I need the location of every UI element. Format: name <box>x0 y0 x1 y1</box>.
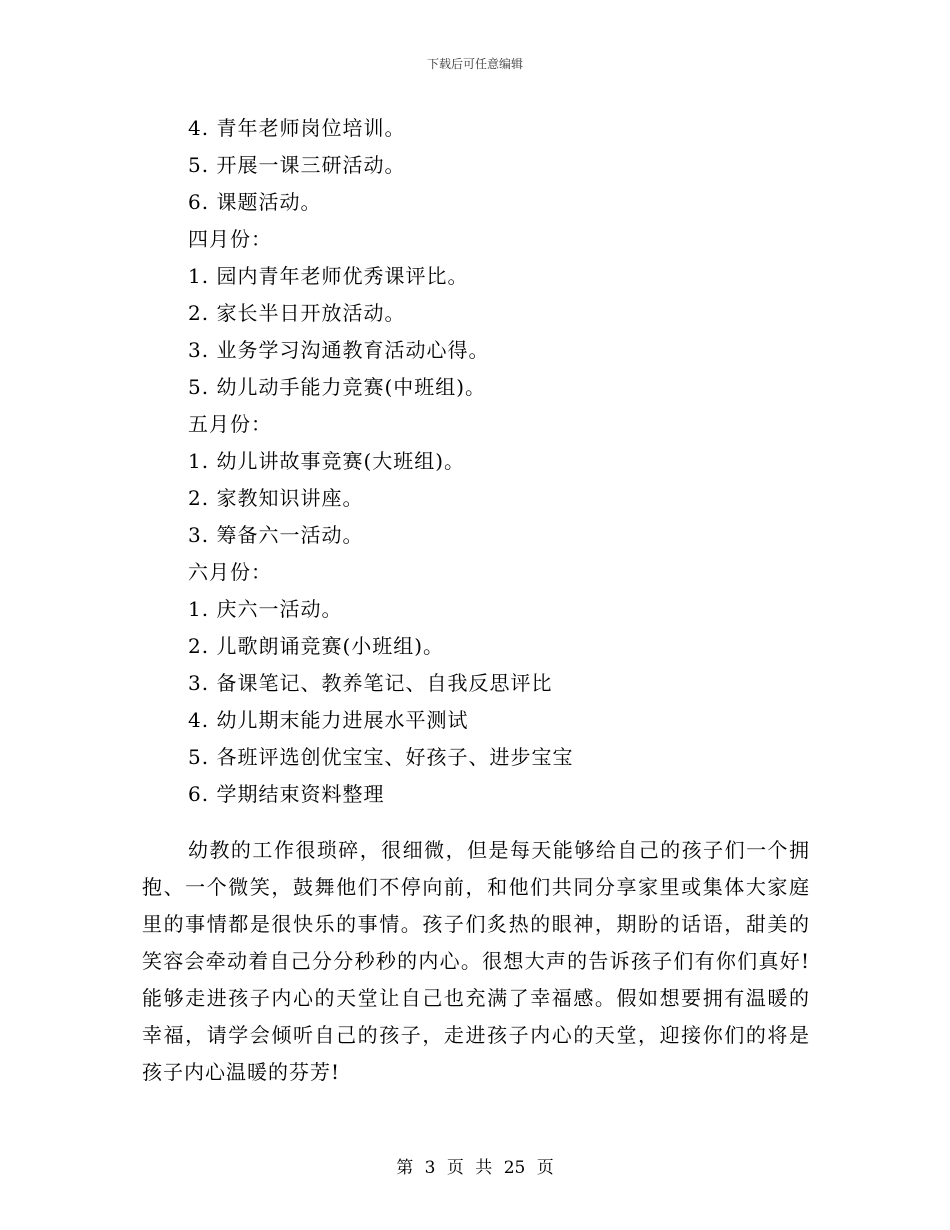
list-item: 3. 筹备六一活动。 <box>188 523 364 547</box>
closing-paragraph: 幼教的工作很琐碎，很细微，但是每天能够给自己的孩子们一个拥抱、一个微笑，鼓舞他们不停向前，和他们共同分享家里或集体大家庭里的事情都是很快乐的事情。孩子们炙热的眼神，期盼的话语，甜美的笑容会牵动着自己分分秒秒的内心。很想大声的告诉孩子们有你们真好!能够走进孩子内心的天堂让自己也充满了幸福感。假如想要拥有温暖的幸福，请学会倾听自己的孩子，走进孩子内心的天堂，迎接你们的将是孩子内心温暖的芬芳! <box>142 838 810 1084</box>
list-item: 2. 家长半日开放活动。 <box>188 301 406 325</box>
list-item: 6. 课题活动。 <box>188 190 322 214</box>
month-heading: 五月份： <box>188 412 272 436</box>
month-heading: 四月份： <box>188 227 272 251</box>
list-item: 5. 幼儿动手能力竞赛(中班组)。 <box>188 375 487 399</box>
list-item: 4. 青年老师岗位培训。 <box>188 116 406 140</box>
list-item: 1. 园内青年老师优秀课评比。 <box>188 264 469 288</box>
list-item: 2. 儿歌朗诵竞赛(小班组)。 <box>188 634 445 658</box>
page-header-note: 下载后可任意编辑 <box>426 57 523 71</box>
month-heading: 六月份： <box>188 560 272 584</box>
list-item: 3. 业务学习沟通教育活动心得。 <box>188 338 490 362</box>
list-item: 1. 庆六一活动。 <box>188 597 343 621</box>
plan-list <box>188 110 828 813</box>
page-number-footer: 第 3 页 共 25 页 <box>396 1158 554 1178</box>
list-item: 2. 家教知识讲座。 <box>188 486 364 510</box>
list-item: 5. 开展一课三研活动。 <box>188 153 406 177</box>
list-item: 1. 幼儿讲故事竞赛(大班组)。 <box>188 449 466 473</box>
list-item: 5. 各班评选创优宝宝、好孩子、进步宝宝 <box>188 745 574 769</box>
list-item: 6. 学期结束资料整理 <box>188 782 385 806</box>
list-item: 4. 幼儿期末能力进展水平测试 <box>188 708 469 732</box>
list-item: 3. 备课笔记、教养笔记、自我反思评比 <box>188 671 553 695</box>
